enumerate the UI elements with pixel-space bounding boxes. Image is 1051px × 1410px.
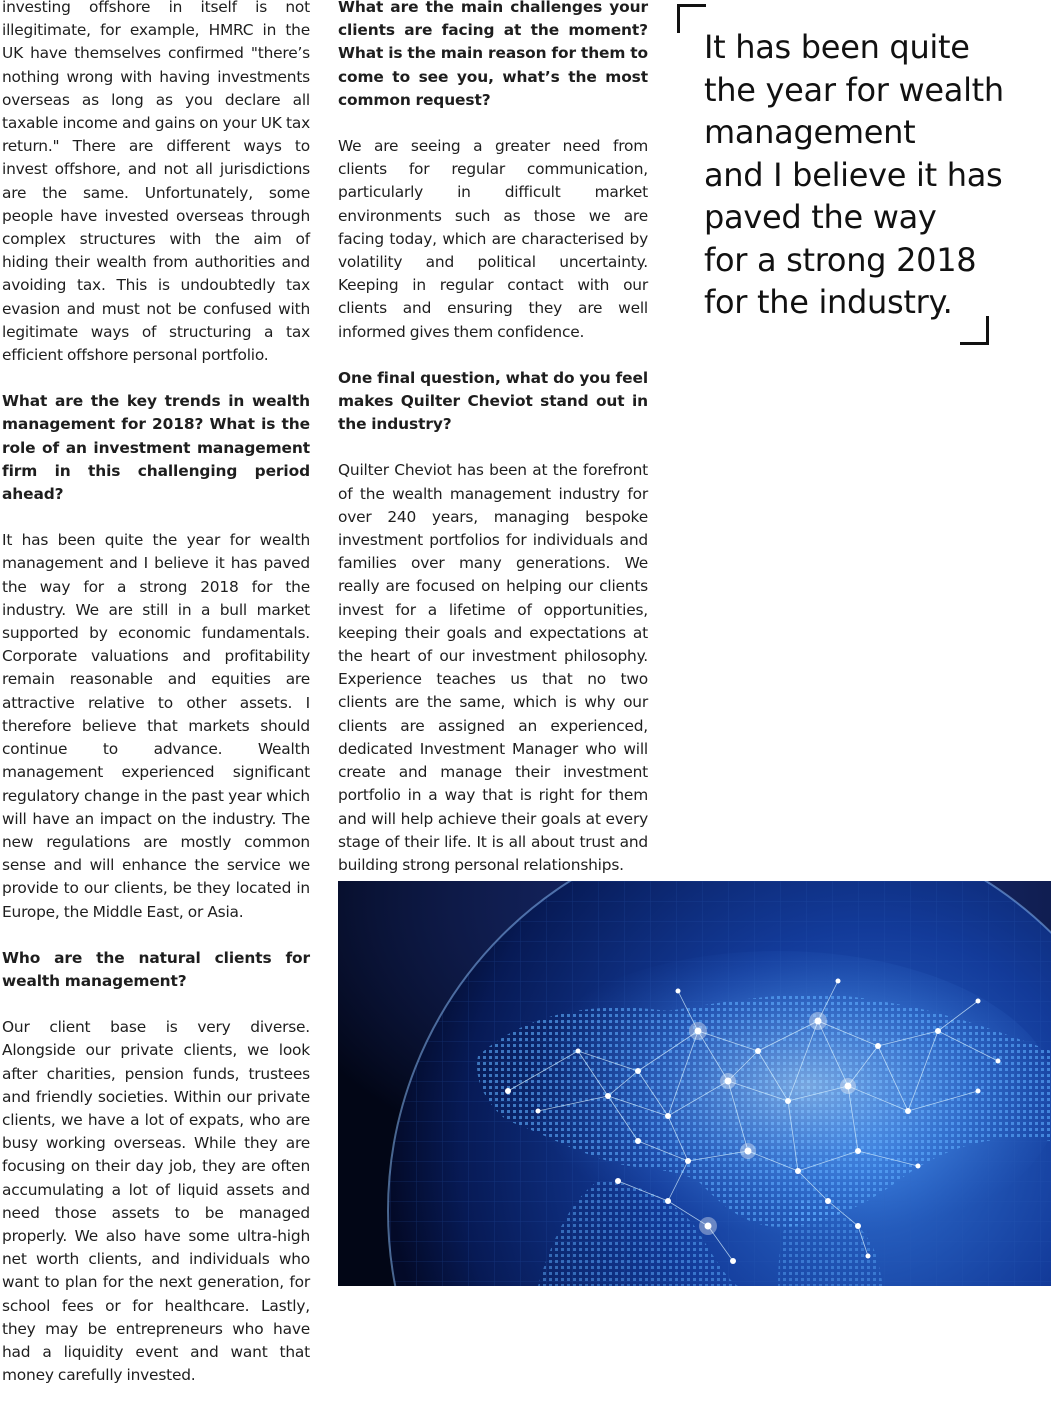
paragraph-offshore: investing offshore in itself is not illegitimate, for example, HMRC in the UK have themselves confirmed "there’s nothing wrong with having investments overseas as long as you declare all taxable income and gains on your UK tax return." There are different ways to invest offshore, and not all jurisdictions are the same. Unfortunately, some people have invested overseas through complex structures with the aim of hiding their wealth from authorities and avoiding tax. This is undoubtedly tax evasion and must not be confused with legitimate ways of structuring a tax efficient offshore personal portfolio. [2, 0, 310, 365]
answer-natural-clients: Our client base is very diverse. Alongside our private clients, we look after charities, pension funds, trustees and friendly societies. Within our private clients, we have a lot of expats, who are busy working overseas. While they are focusing on their day job, they are often accumulating a lot of liquid assets and need those assets to be managed properly. We also have some ultra-high net worth clients, and individuals who want to plan for the next generation, for school fees or for healthcare. Lastly, they may be entrepreneurs who have had a liquidity event and want that money carefully invested. [2, 1018, 310, 1385]
pull-quote-line: and I believe it has [704, 155, 1003, 194]
globe-network-image [338, 881, 1051, 1286]
question-key-trends: What are the key trends in wealth management for 2018? What is the role of an investment management firm in this challenging period ahead? [2, 392, 310, 504]
quote-bracket-top-left [677, 4, 706, 33]
answer-stand-out: Quilter Cheviot has been at the forefront of the wealth management industry for over 240 years, managing bespoke investment portfolios for individuals and families over many generations. We really are focused on helping our clients invest for a lifetime of opportunities, keeping their goals and expectations at the heart of our investment philosophy. Experience teaches us that no two clients are the same, which is why our clients are assigned an experienced, dedicated Investment Manager who will create and manage their investment portfolio in a way that is right for them and will help achieve their goals at every stage of their life. It is all about trust and building strong personal relationships. [338, 461, 648, 874]
pull-quote-line: the year for wealth [704, 70, 1004, 109]
pull-quote-line: for a strong 2018 [704, 240, 977, 279]
pull-quote-line: paved the way [704, 198, 937, 236]
pull-quote-line: for the industry. [704, 283, 953, 321]
quote-bracket-bottom-right [960, 316, 989, 345]
pull-quote [704, 26, 1004, 324]
question-stand-out: One final question, what do you feel makes Quilter Cheviot stand out in the industry? [338, 368, 648, 434]
pull-quote-line: It has been quite [704, 28, 970, 66]
answer-key-trends: It has been quite the year for wealth management and I believe it has paved the way for a strong 2018 for the industry. We are still in a bull market supported by economic fundamentals. Corporate valuations and profitability remain reasonable and equities are attractive relative to other assets. I therefore believe that markets should continue to advance. Wealth management experienced significant regulatory change in the past year which will have an impact on the industry. The new regulations are mostly common sense and will enhance the service we provide to our clients, be they located in Europe, the Middle East, or Asia. [2, 531, 310, 921]
question-natural-clients: Who are the natural clients for wealth management? [2, 948, 310, 990]
pull-quote-line: management [704, 113, 916, 151]
answer-main-challenges: We are seeing a greater need from clients for regular communication, particularly in difficult market environments such as those we are facing today, which are characterised by volatility and political uncertainty. Keeping in regular contact with our clients and ensuring they are well informed gives them confidence. [338, 137, 648, 341]
question-main-challenges: What are the main challenges your clients are facing at the moment? What is the main reason for them to come to see you, what’s the most common request? [338, 0, 648, 109]
globe-illustration [338, 881, 1051, 1286]
article-column-middle [338, 0, 648, 900]
article-column-left [2, 0, 310, 1410]
